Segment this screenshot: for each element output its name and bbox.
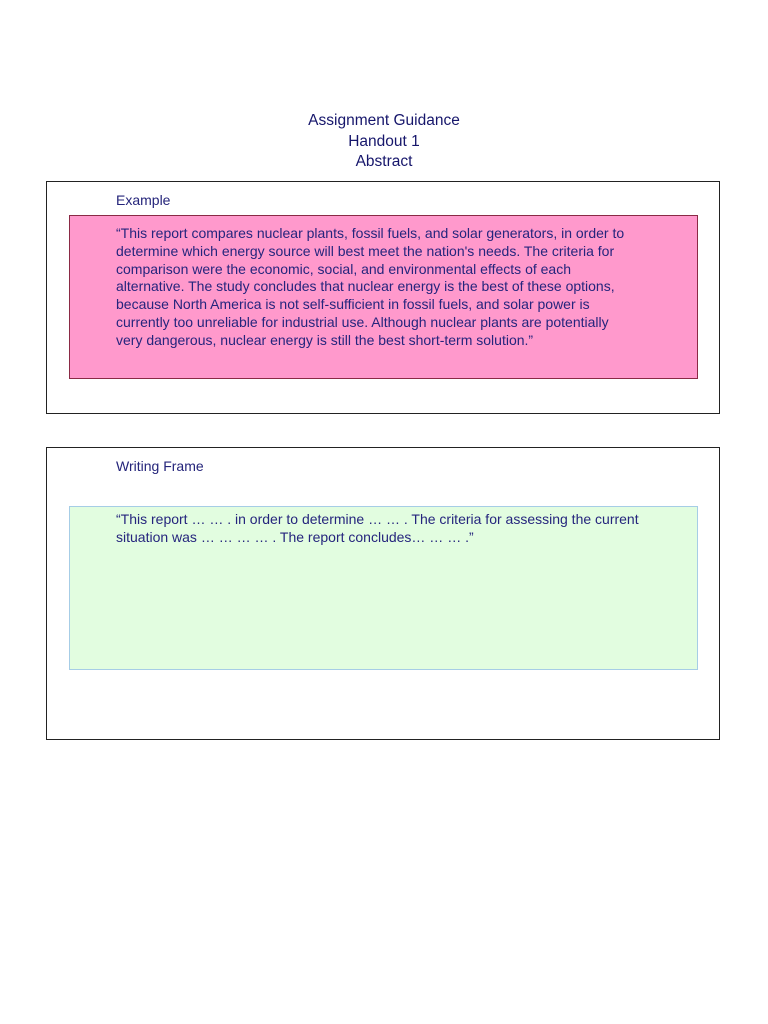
title-line-assignment: Assignment Guidance [308, 112, 460, 129]
title-line-abstract: Abstract [355, 153, 413, 170]
page-title [0, 111, 768, 173]
example-label: Example [116, 192, 171, 208]
example-text-box [69, 215, 698, 379]
writing-frame-text-box[interactable] [69, 506, 698, 670]
writing-frame-text: “This report … … . in order to determine … … . The criteria for assessing the current situation was … … … … . The report concludes… … … .” [116, 511, 639, 545]
example-frame [46, 181, 720, 414]
title-line-handout: Handout 1 [348, 132, 420, 150]
writing-frame-label: Writing Frame [116, 458, 204, 474]
example-text: “This report compares nuclear plants, fossil fuels, and solar generators, in order to determine which energy source will best meet the nation's needs. The criteria for comparison were the economic, social, and environmental effects of each alternative. The study concludes that nuclear energy is the best of these options, because North America is not self-sufficient in fossil fuels, and solar power is currently too unreliable for industrial use. Although nuclear plants are potentially very dangerous, nuclear energy is still the best short-term solution.” [116, 225, 625, 348]
writing-frame [46, 447, 720, 740]
